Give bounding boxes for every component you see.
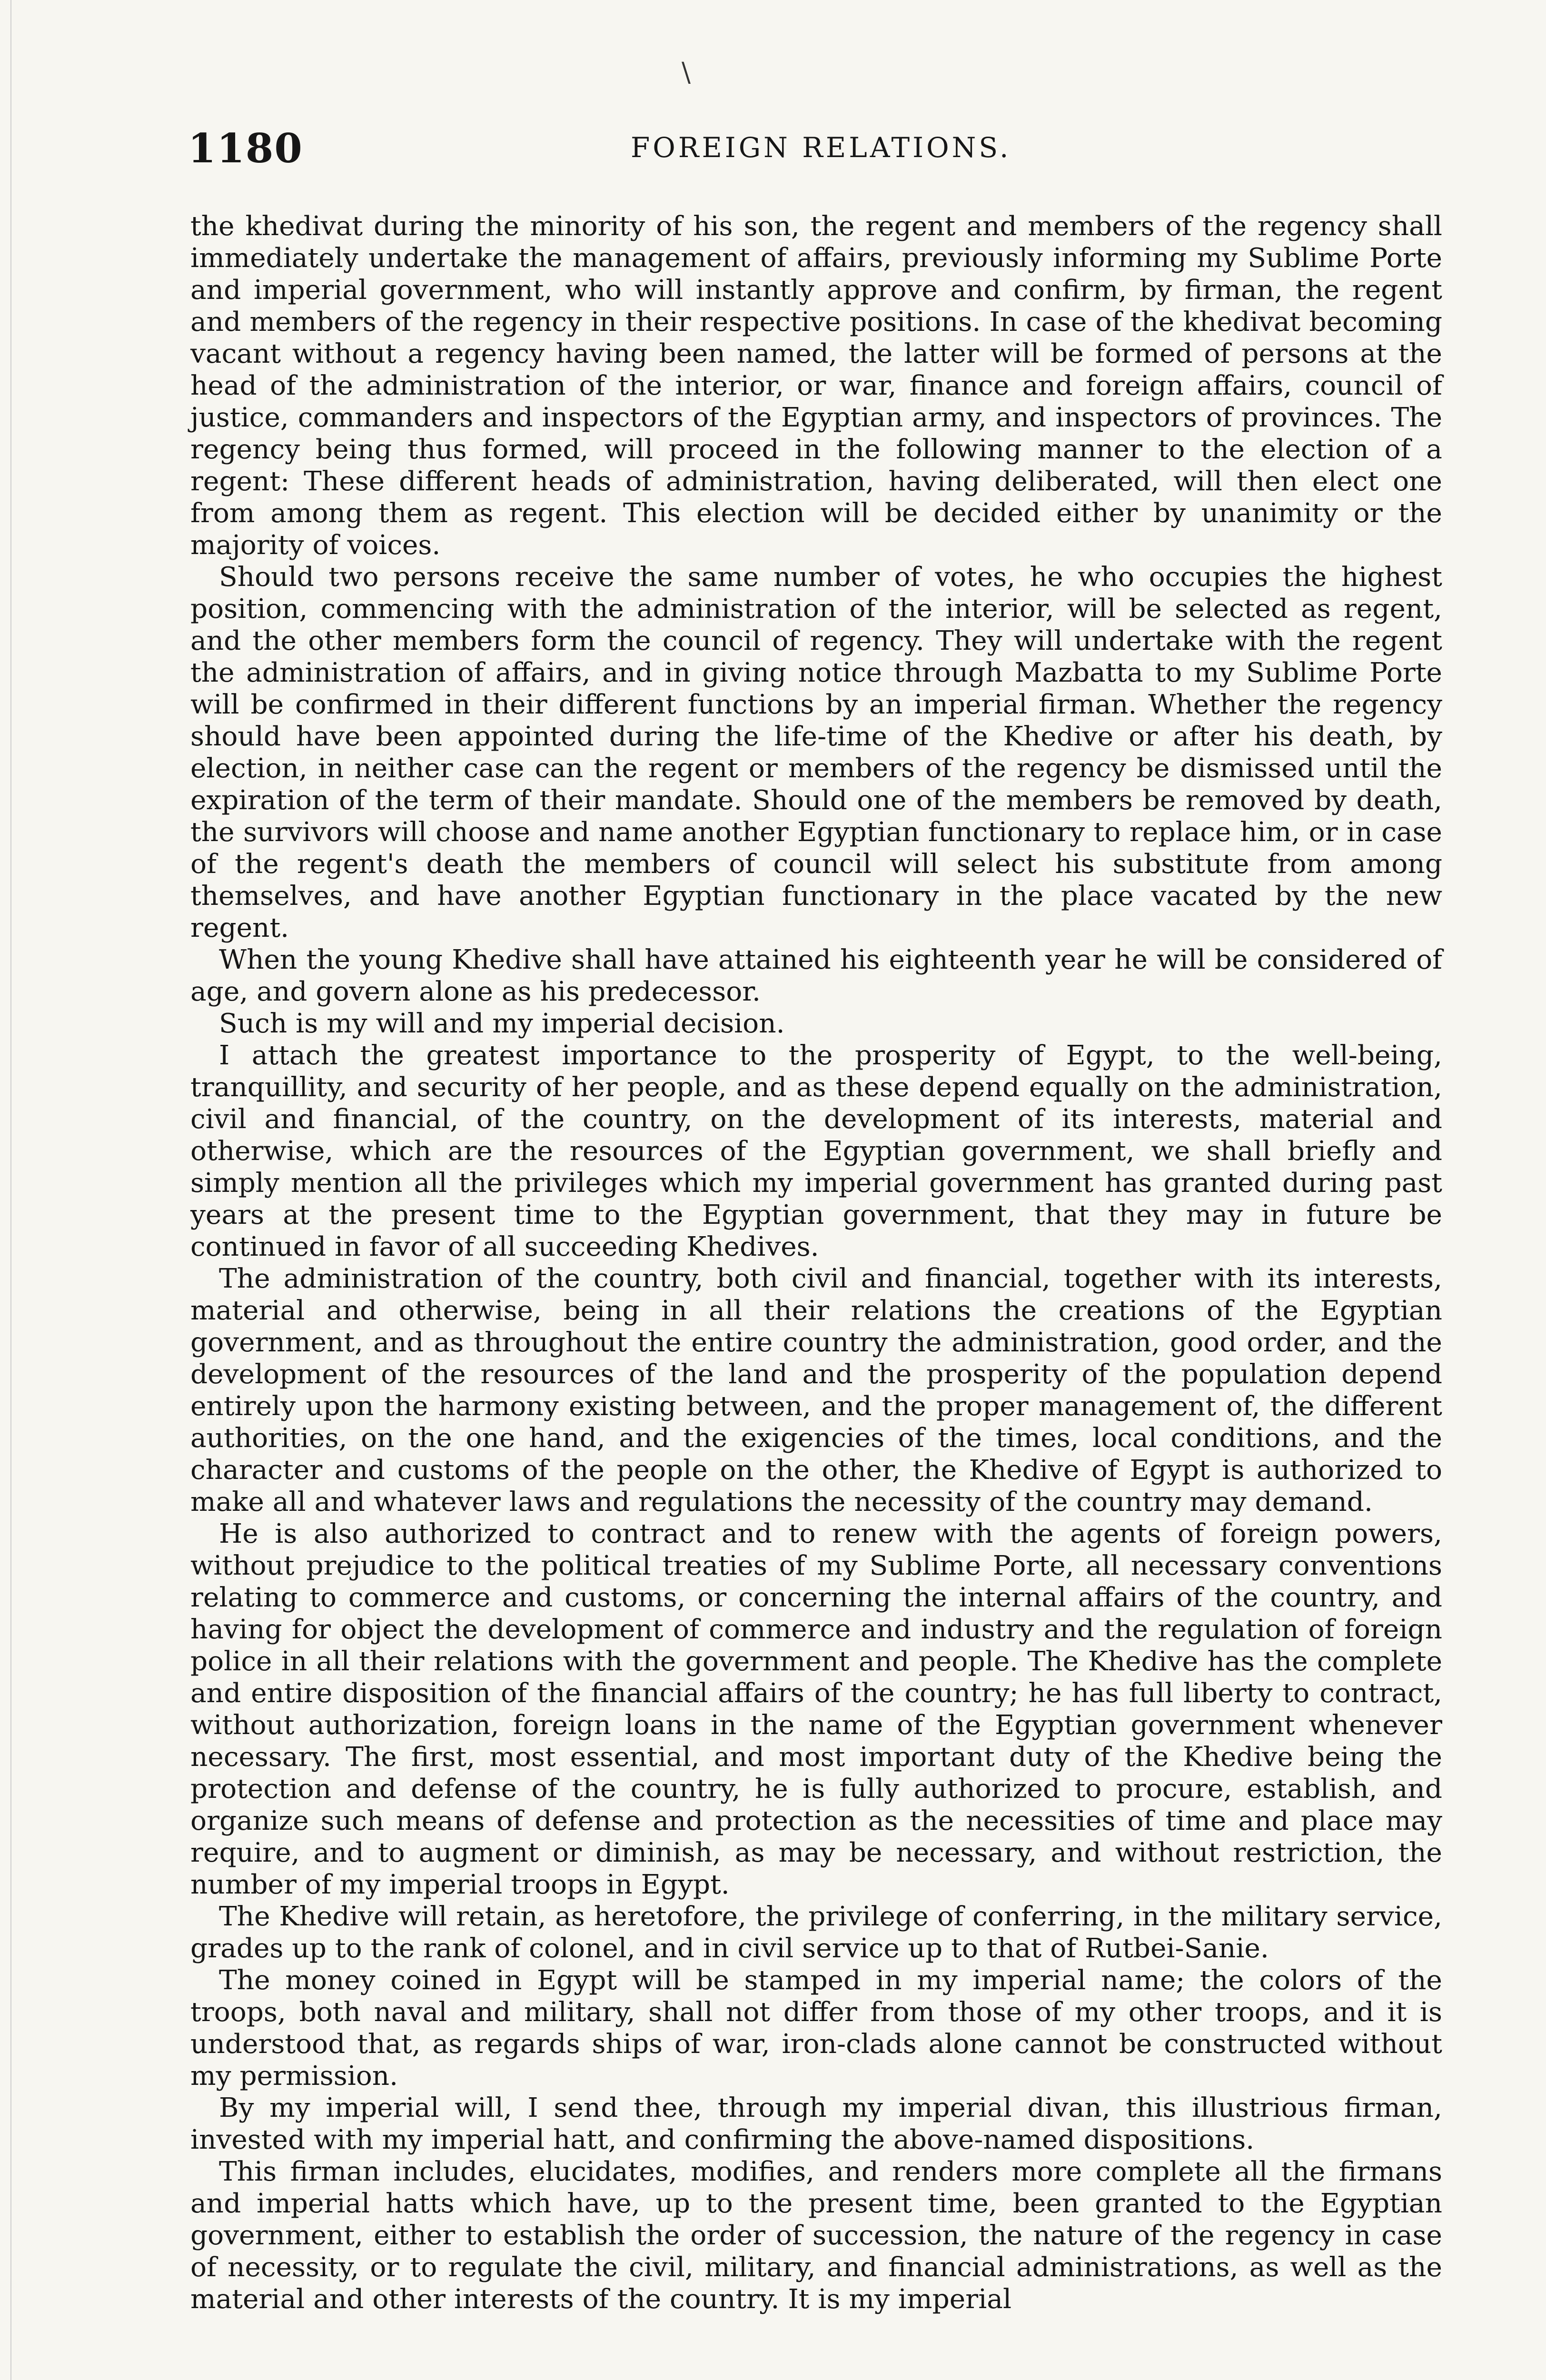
paragraph: The money coined in Egypt will be stamped in my imperial name; the colors of the troops, both naval and military, shall not differ from those of my other troops, and it is understood that, as regards ships of war, iron-clads alone cannot be constructed without my permission. xyxy=(190,1965,1442,2092)
paragraph: By my imperial will, I send thee, through my imperial divan, this illustrious firman, invested with my imperial hatt, and confirming the above-named dispositions. xyxy=(190,2092,1442,2155)
top-mark: \ xyxy=(682,57,691,88)
paragraph: Should two persons receive the same number of votes, he who occupies the highest position, commencing with the administration of the interior, will be selected as regent, and the other members form the council of regency. They will undertake with the regent the administration of affairs, and in giving notice through Mazbatta to my Sublime Porte will be confirmed in their different functions by an imperial firman. Whether the regency should have been appointed during the life-time of the Khedive or after his death, by election, in neither case can the regent or members of the regency be dismissed until the expiration of the term of their mandate. Should one of the members be removed by death, the survivors will choose and name another Egyptian functionary to replace him, or in case of the regent's death the members of council will select his substitute from among themselves, and have another Egyptian functionary in the place vacated by the new regent. xyxy=(190,562,1442,943)
paragraph: The administration of the country, both civil and financial, together with its interests, material and otherwise, being in all their relations the creations of the Egyptian government, and as throughout the entire country the administration, good order, and the development of the resources of the land and the prosperity of the population depend entirely upon the harmony existing between, and the proper management of, the different authorities, on the one hand, and the exigencies of the times, local conditions, and the character and customs of the people on the other, the Khedive of Egypt is authorized to make all and whatever laws and regulations the necessity of the country may demand. xyxy=(190,1263,1442,1517)
paragraph-continued: the khedivat during the minority of his son, the regent and members of the regency shall immediately undertake the management of affairs, previously informing my Sublime Porte and imperial government, who will instantly approve and confirm, by firman, the regent and members of the regency in their respective positions. In case of the khedivat becoming vacant without a regency having been named, the latter will be formed of persons at the head of the administration of the interior, or war, finance and foreign affairs, council of justice, commanders and inspectors of the Egyptian army, and inspectors of provinces. The regency being thus formed, will proceed in the following manner to the election of a regent: These different heads of administration, having deliberated, will then elect one from among them as regent. This election will be decided either by unanimity or the majority of voices. xyxy=(190,211,1442,561)
paragraph: I attach the greatest importance to the prosperity of Egypt, to the well-being, tranquillity, and security of her people, and as these depend equally on the administration, civil and financial, of the country, on the development of its interests, material and otherwise, which are the resources of the Egyptian government, we shall briefly and simply mention all the privileges which my imperial government has granted during past years at the present time to the Egyptian government, that they may in future be continued in favor of all succeeding Khedives. xyxy=(190,1040,1442,1262)
paragraph: He is also authorized to contract and to renew with the agents of foreign powers, without prejudice to the political treaties of my Sublime Porte, all necessary conventions relating to commerce and customs, or concerning the internal affairs of the country, and having for object the development of commerce and industry and the regulation of foreign police in all their relations with the government and people. The Khedive has the complete and entire disposition of the financial affairs of the country; he has full liberty to contract, without authorization, foreign loans in the name of the Egyptian government whenever necessary. The first, most essential, and most important duty of the Khedive being the protection and defense of the country, he is fully authorized to procure, establish, and organize such means of defense and protection as the necessities of time and place may require, and to augment or diminish, as may be necessary, and without restriction, the number of my imperial troops in Egypt. xyxy=(190,1518,1442,1900)
text-body xyxy=(190,210,1442,2315)
scan-edge-line xyxy=(10,0,11,2380)
paragraph: Such is my will and my imperial decision. xyxy=(219,1008,785,1039)
paragraph: The Khedive will retain, as heretofore, the privilege of conferring, in the military service, grades up to the rank of colonel, and in civil service up to that of Rutbei-Sanie. xyxy=(190,1901,1442,1964)
page-number: 1180 xyxy=(188,125,303,172)
header-title: FOREIGN RELATIONS. xyxy=(631,131,1011,164)
paragraph: This firman includes, elucidates, modifies, and renders more complete all the firmans and imperial hatts which have, up to the present time, been granted to the Egyptian government, either to establish the order of succession, the nature of the regency in case of necessity, or to regulate the civil, military, and financial administrations, as well as the material and other interests of the country. It is my imperial xyxy=(190,2156,1442,2315)
running-head xyxy=(188,125,1445,182)
paragraph: When the young Khedive shall have attained his eighteenth year he will be considered of age, and govern alone as his predecessor. xyxy=(190,944,1442,1007)
